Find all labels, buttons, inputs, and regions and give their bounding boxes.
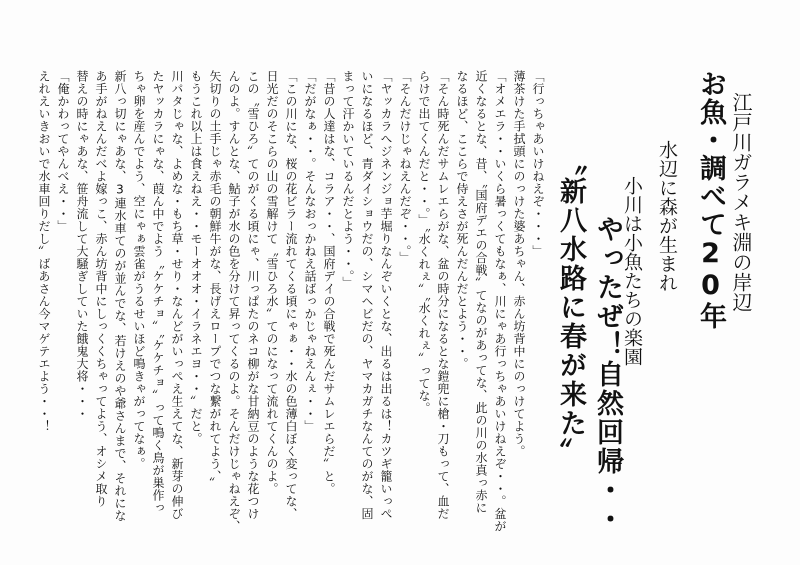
body-line: もうこれ以上は食えねえ・・モーオオオ・イラネエヨ・・〟だと。 (189, 70, 203, 445)
body-line: 川パタじゃな、よめな・もち草・せり・なんどがいっぺえ生えてな、新芽の伸び (170, 70, 184, 520)
title-mid-line: 小川は小魚たちの楽園 (621, 176, 643, 366)
title-sub-line: 水辺に森が生まれ (656, 140, 678, 292)
headline-1: やったぜ！自然回帰・・ (592, 215, 623, 534)
body-line: 近くなるとな、昔、〝国府デエの合戦〟てなのがあってな、此の川の水真っ赤に (474, 70, 488, 514)
title-main-line: お魚・調べて20年 (695, 70, 726, 330)
body-line: 「ヤッカラへジネンジョ芋堀りなんぞいくとな、出るは出るは！カツギ籠いっぺ (379, 70, 393, 520)
body-line: らけで出てくんだと・・。」〝水くれぇ〟〝水くれぇ〟ってな。 (417, 70, 431, 415)
body-line: 「俺かわってやんべえ・・」 (56, 70, 70, 233)
title-series-line: 江戸川ガラメキ淵の岸辺 (729, 92, 753, 312)
body-line: ちゃ卵を産んでよう、空にゃぁ雲雀がうるせいほど鳴きゃがってなぁ。 (132, 70, 146, 470)
body-line: 「この川にな、桜の花ビラー流れてくる頃にゃぁ・・水の色薄白ぼく変ってな、 (284, 70, 298, 520)
body-line: いになるほど、青ダイショウだの、シマヘビだの、ヤマカガチなんてのがな、固 (360, 70, 374, 520)
body-line: 「そん時死んだサムレエらがな、盆の時分になるとな鎧兜に槍・刀もって、血だ (436, 70, 450, 520)
headline-2: 〝新八水路に春が来た〟 (555, 148, 586, 467)
body-line: 替えの時にゃあな、笹舟流して大騒ぎしていた餓鬼大将・・・ (75, 70, 89, 420)
body-line: たヤッカラにゃな、葭ん中でよう〝ケケチョ〟〝ケケチョ〟って鳴く鳥が巣作っ (151, 70, 165, 514)
body-line: まって汗かいているんだとよう・・。」 (341, 70, 355, 289)
body-line: 「だがなぁ・・。そんなおっかねえ話ばっかじゃねえんぇ・・」 (303, 70, 317, 433)
body-line: 「そんだけじゃねえんだぞ・・。」 (398, 70, 412, 264)
body-line: 新八っ切にゃあな、3連水車てのが並んでな、若けえのや爺さんまで、それにな (113, 70, 127, 522)
body-line: 薄茶けた手拭頭にのっけた婆あちゃん、赤ん坊背中にのっけてよう。 (512, 70, 526, 458)
body-line: んのよ。すんとな、鮎子が水の色を分けて昇ってくるのよ。そんだけじゃねえぞ、 (227, 70, 241, 533)
body-line: 矢切りの土手じゃ赤毛の朝鮮牛がな、長げえロープでつな繋がれてよう、〟 (208, 70, 222, 489)
body-line: 「オメエラ・・いくら暑っくてもなぁ、川にゃあ行っちゃあいけねえぞ・・。盆が (493, 70, 507, 533)
body-line: なるほど、ここらで侍えさが死んだんだとよう・・。 (455, 70, 469, 370)
body-line: あ手がねえんだべよ嫁っこ、赤ん坊背中にしっくくちゃってよう、オシメ取り (94, 70, 108, 508)
body-line: この〝雪ひろ〟てのがくる頃にゃ、川っぱたのネコ柳がな甘納豆のような花つけ (246, 70, 260, 520)
body-line: 「昔の人達はな、コラア・・、国府デイの合戦で死んだサムレエらだ〟と。 (322, 70, 336, 495)
body-line: 日光だのそこらの山の雪解けて〝雪ひろ水〟てのになって流れてくんのよ。 (265, 70, 279, 495)
body-line: えれえいきおいで水車回りだし〟ばあさん今マゲテエよう・・！ (37, 70, 51, 433)
body-line: 「行っちゃあいけねえぞ・・・」 (531, 70, 545, 258)
